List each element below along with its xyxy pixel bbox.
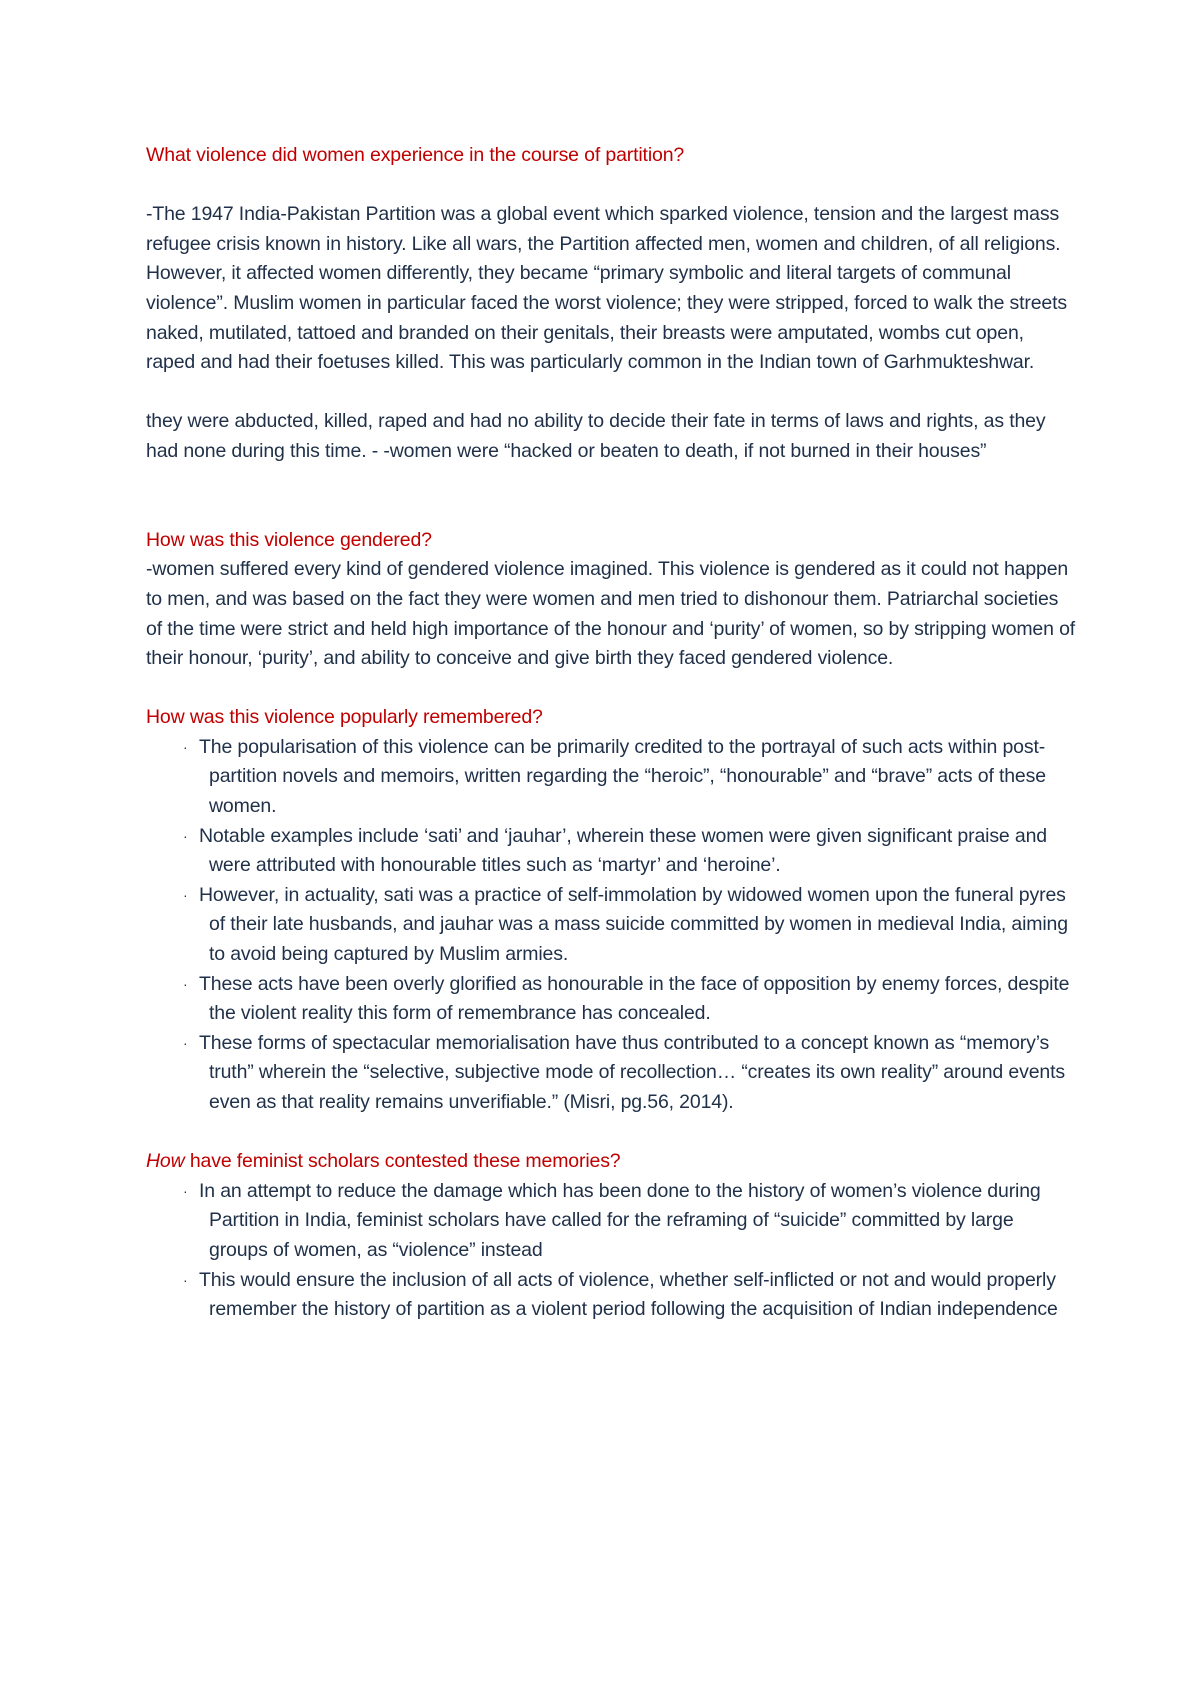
spacer [146,1118,1076,1148]
list-item-text: These forms of spectacular memorialisation have thus contributed to a concept known as “memory’s truth” wherein the “selective, subjective mode of recollection… “creates its own reality” around events even as that reality remains unverifiable.” (Misri, pg.56, 2014). [199,1031,1065,1113]
list-item [146,822,1076,881]
section-heading-italic: How [146,1150,185,1173]
spacer [146,467,1076,526]
bullet-icon: · [183,975,188,992]
document-page [146,141,1076,1325]
bullet-icon: · [183,827,188,844]
spacer [146,378,1076,408]
list-item [146,970,1076,1029]
body-paragraph: -The 1947 India-Pakistan Partition was a global event which sparked violence, tension and the largest mass refugee crisis known in history. Like all wars, the Partition affected men, women and children, of all religions. However, it affected women differently, they became “primary symbolic and literal targets of communal violence”. Muslim women in particular faced the worst violence; they were stripped, forced to walk the streets naked, mutilated, tattoed and branded on their genitals, their breasts were amputated, wombs cut open, raped and had their foetuses killed. This was particularly common in the Indian town of Garhmukteshwar. [146,203,1067,374]
section-heading: What violence did women experience in the course of partition? [146,144,685,166]
section-heading: How was this violence gendered? [146,528,432,551]
list-item [146,733,1076,822]
spacer [146,674,1076,704]
list-item [146,1029,1076,1118]
list-item-text: In an attempt to reduce the damage which has been done to the history of women’s violence during Partition in India, feminist scholars have called for the reframing of “suicide” committed by large groups of women, as “violence” instead [199,1179,1041,1261]
bullet-icon: · [183,886,188,903]
list-item [146,1177,1076,1266]
list-item-text: The popularisation of this violence can be primarily credited to the portrayal of such acts within post-partition novels and memoirs, written regarding the “heroic”, “honourable” and “brave” acts of these women. [199,735,1046,818]
body-paragraph: -women suffered every kind of gendered violence imagined. This violence is gendered as it could not happen to men, and was based on the fact they were women and men tried to dishonour them. Patriarchal societies of the time were strict and held high importance of the honour and ‘purity’ of women, so by stripping women of their honour, ‘purity’, and ability to conceive and give birth they faced gendered violence. [146,558,1076,670]
section-heading-rest: have feminist scholars contested these memories? [184,1150,621,1173]
bullet-list [146,1177,1076,1325]
list-item [146,1266,1076,1325]
bullet-icon: · [183,1271,188,1288]
bullet-list [146,733,1076,1118]
section-heading: How was this violence popularly remembered? [146,706,543,729]
bullet-icon: · [183,1034,188,1051]
list-item-text: This would ensure the inclusion of all acts of violence, whether self-inflicted or not and would properly remember the history of partition as a violent period following the acquisition of Indian independence [199,1268,1058,1321]
list-item-text: However, in actuality, sati was a practice of self-immolation by widowed women upon the funeral pyres of their late husbands, and jauhar was a mass suicide committed by women in medieval India, aiming to avoid being captured by Muslim armies. [199,883,1068,966]
body-paragraph: they were abducted, killed, raped and had no ability to decide their fate in terms of laws and rights, as they had none during this time. - -women were “hacked or beaten to death, if not burned in their houses” [146,410,1046,462]
spacer [146,171,1076,201]
bullet-icon: · [183,1182,188,1199]
list-item [146,881,1076,970]
section-heading [146,1147,1076,1177]
list-item-text: Notable examples include ‘sati’ and ‘jauhar’, wherein these women were given significant praise and were attributed with honourable titles such as ‘martyr’ and ‘heroine’. [199,824,1047,877]
bullet-icon: · [183,738,188,755]
list-item-text: These acts have been overly glorified as honourable in the face of opposition by enemy forces, despite the violent reality this form of remembrance has concealed. [199,972,1070,1025]
